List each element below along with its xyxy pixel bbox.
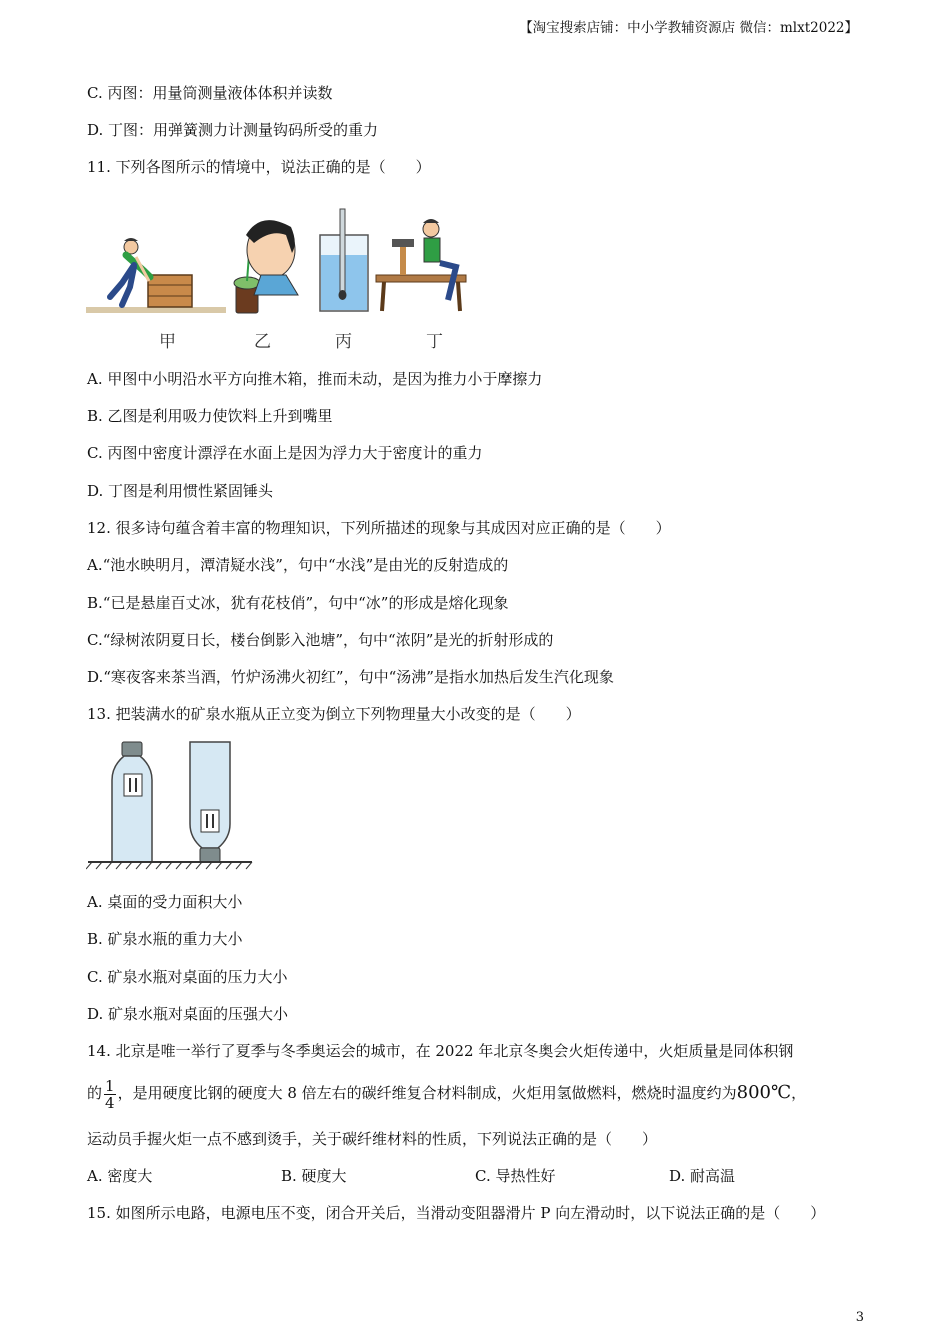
q13-option-c: C. 矿泉水瓶对桌面的压力大小	[87, 968, 288, 986]
hammer-handle	[400, 245, 406, 275]
figure-label-bing: 丙	[335, 332, 352, 352]
wooden-box	[148, 275, 192, 307]
q13-option-d: D. 矿泉水瓶对桌面的压强大小	[87, 1005, 289, 1023]
temperature-value: 800℃	[736, 1082, 792, 1103]
q10-option-d: D. 丁图：用弹簧测力计测量钩码所受的重力	[87, 121, 379, 139]
q11-figure	[86, 205, 486, 355]
figure-label-ding: 丁	[426, 332, 443, 352]
hammer-head	[392, 239, 414, 247]
q12-option-b: B.“已是悬崖百丈冰，犹有花枝俏”，句中“冰”的形成是熔化现象	[87, 594, 509, 612]
figure-label-jia: 甲	[159, 332, 176, 352]
q12-option-a: A.“池水映明月，潭清疑水浅”，句中“水浅”是由光的反射造成的	[87, 556, 509, 574]
q14-line-1: 14. 北京是唯一举行了夏季与冬季奥运会的城市，在 2022 年北京冬奥会火炬传递中，火炬质量是同体积钢	[87, 1042, 794, 1060]
q13-option-b: B. 矿泉水瓶的重力大小	[87, 930, 243, 948]
q12-stem: 12. 很多诗句蕴含着丰富的物理知识，下列所描述的现象与其成因对应正确的是（ ）	[87, 519, 671, 537]
q14-option-a: A. 密度大	[87, 1167, 153, 1185]
q11-option-b: B. 乙图是利用吸力使饮料上升到嘴里	[87, 407, 333, 425]
boy-head	[423, 221, 439, 237]
bottle-cap	[122, 742, 142, 756]
q14-options-row	[87, 1165, 867, 1187]
q14-line-2	[87, 1072, 806, 1114]
q14-option-b: B. 硬度大	[281, 1167, 347, 1185]
fraction-denominator: 4	[105, 1093, 115, 1112]
q11-option-c: C. 丙图中密度计漂浮在水面上是因为浮力大于密度计的重力	[87, 444, 483, 462]
q14-line-2-mid: ，是用硬度比钢的硬度大 8 倍左右的碳纤维复合材料制成，火炬用氢做燃料，燃烧时温度约为	[117, 1084, 737, 1102]
q11-option-a: A. 甲图中小明沿水平方向推木箱，推而未动，是因为推力小于摩擦力	[87, 370, 543, 388]
fraction-one-quarter	[104, 1078, 116, 1111]
floor	[86, 307, 226, 313]
fraction-numerator: 1	[105, 1076, 115, 1095]
upright-bottle	[112, 756, 152, 862]
q11-option-d: D. 丁图是利用惯性紧固锤头	[87, 482, 274, 500]
bottle-cap	[200, 848, 220, 862]
page-header: 【淘宝搜索店铺：中小学教辅资源店 微信：mlxt2022】	[519, 20, 858, 36]
q13-figure	[86, 740, 256, 870]
q11-illustration	[86, 205, 486, 320]
q11-stem: 11. 下列各图所示的情境中，说法正确的是（ ）	[87, 158, 431, 176]
q15-stem: 15. 如图所示电路，电源电压不变，闭合开关后，当滑动变阻器滑片 P 向左滑动时，以下说法正确的是（ ）	[87, 1204, 826, 1222]
figure-label-yi: 乙	[254, 332, 271, 352]
q14-option-c: C. 导热性好	[475, 1167, 556, 1185]
q14-line-2-post: ，	[791, 1084, 807, 1102]
bottles-illustration	[86, 740, 256, 870]
q13-stem: 13. 把装满水的矿泉水瓶从正立变为倒立下列物理量大小改变的是（ ）	[87, 705, 581, 723]
q14-line-2-pre: 的	[87, 1084, 103, 1102]
q13-option-a: A. 桌面的受力面积大小	[87, 893, 243, 911]
q14-line-3: 运动员手握火炬一点不感到烫手，关于碳纤维材料的性质，下列说法正确的是（ ）	[87, 1130, 658, 1148]
q12-option-c: C.“绿树浓阴夏日长，楼台倒影入池塘”，句中“浓阴”是光的折射形成的	[87, 631, 554, 649]
page-number: 3	[855, 1310, 864, 1325]
q10-option-c: C. 丙图：用量筒测量液体体积并读数	[87, 84, 333, 102]
q12-option-d: D.“寒夜客来茶当酒，竹炉汤沸火初红”，句中“汤沸”是指水加热后发生汽化现象	[87, 668, 614, 686]
hydrometer	[340, 209, 345, 297]
q14-option-d: D. 耐高温	[669, 1167, 736, 1185]
